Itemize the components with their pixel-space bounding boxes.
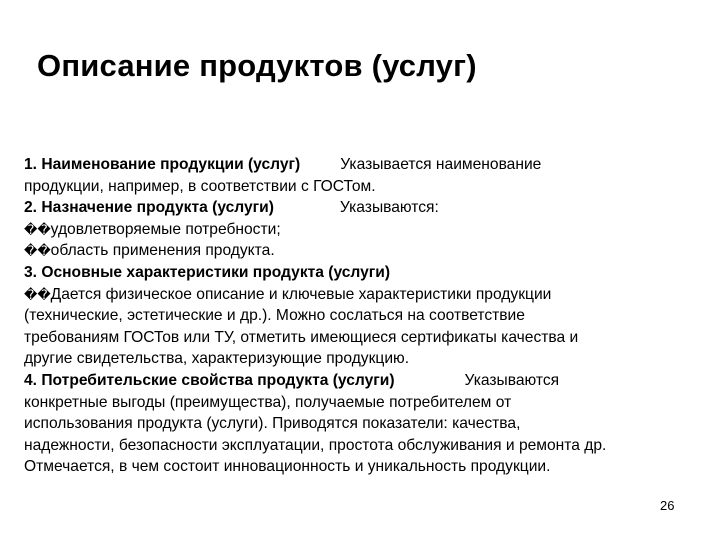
item-4-heading: 4. Потребительские свойства продукта (услуги) (24, 371, 395, 389)
item-2-heading-line (24, 197, 704, 219)
bullet-description-text: Дается физическое описание и ключевые характеристики продукции (50, 285, 552, 303)
bullet-description (24, 284, 704, 306)
bullet-scope-text: область применения продукта. (50, 242, 275, 260)
bullet-needs-text: удовлетворяемые потребности; (50, 220, 281, 238)
item-3-heading: 3. Основные характеристики продукта (услуги) (24, 263, 391, 281)
item-1-intro: Указывается наименование (340, 156, 542, 173)
item-3-text-line: (технические, эстетические и др.). Можно сослаться на соответствие (24, 307, 525, 325)
item-1-heading: 1. Наименование продукции (услуг) (24, 156, 301, 173)
item-1-text-line: продукции, например, в соответствии с ГОСТом. (24, 177, 376, 195)
item-4-text-line: надежности, безопасности эксплуатации, простота обслуживания и ремонта др. (24, 436, 607, 454)
bullet-glyph-icon: �� (24, 244, 51, 260)
item-2-intro: Указываются: (339, 199, 439, 217)
item-4-heading-line (24, 370, 704, 392)
item-3-text-line: требованиям ГОСТов или ТУ, отметить имеющиеся сертификаты качества и (24, 328, 579, 346)
item-2-heading: 2. Назначение продукта (услуги) (24, 199, 274, 217)
slide-title: Описание продуктов (услуг) (37, 48, 477, 83)
item-4-intro: Указываются (464, 371, 560, 389)
page-number: 26 (660, 498, 675, 513)
item-4-text-line: конкретные выгоды (преимущества), получаемые потребителем от (24, 393, 512, 411)
item-4-text-line: Отмечается, в чем состоит инновационность и уникальность продукции. (24, 458, 551, 476)
bullet-glyph-icon: �� (24, 222, 51, 238)
item-4-text-line: использования продукта (услуги). Приводятся показатели: качества, (24, 415, 521, 433)
bullet-glyph-icon: �� (24, 287, 51, 303)
item-3-text-line: другие свидетельства, характеризующие продукцию. (24, 350, 410, 368)
bullet-scope (24, 240, 704, 262)
slide-body (24, 154, 704, 478)
bullet-needs (24, 219, 704, 241)
item-1-heading-line (24, 154, 704, 176)
